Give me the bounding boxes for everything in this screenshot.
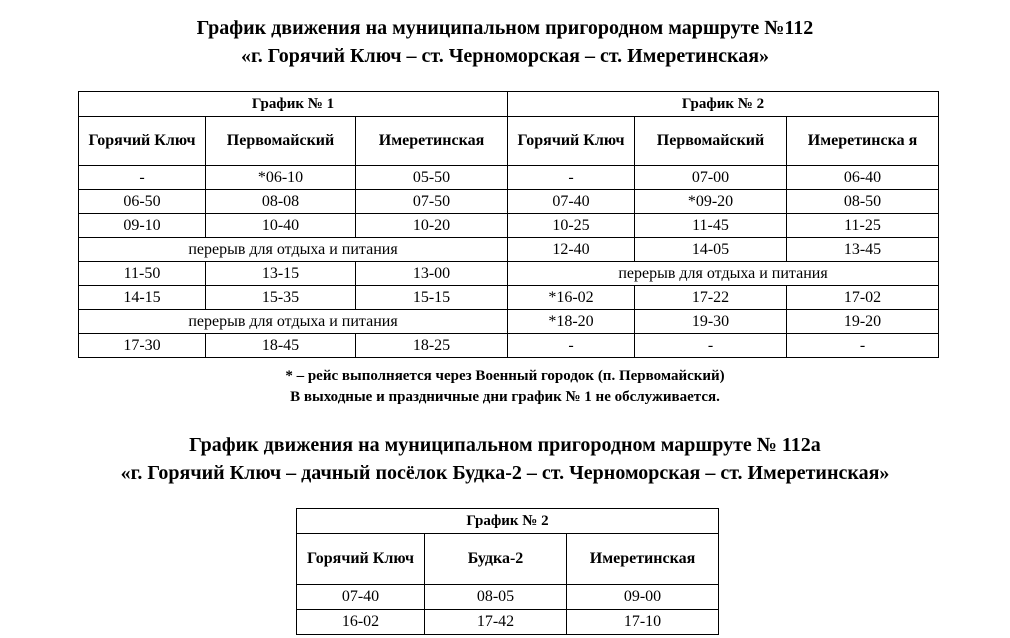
- column-header: Горячий Ключ: [297, 534, 425, 585]
- table-cell: 07-40: [508, 190, 635, 214]
- table-cell: 14-15: [79, 286, 206, 310]
- table-cell: *18-20: [508, 310, 635, 334]
- table-cell: 17-30: [79, 334, 206, 358]
- table-row: [79, 262, 939, 286]
- table-cell: -: [508, 334, 635, 358]
- table-cell: 08-05: [425, 585, 567, 610]
- break-cell: перерыв для отдыха и питания: [79, 310, 508, 334]
- table-cell: -: [787, 334, 939, 358]
- table-cell: 13-15: [206, 262, 356, 286]
- table-cell: 11-25: [787, 214, 939, 238]
- table-cell: 13-45: [787, 238, 939, 262]
- table-cell: 15-15: [356, 286, 508, 310]
- table-cell: 10-25: [508, 214, 635, 238]
- table-cell: 10-20: [356, 214, 508, 238]
- table-cell: 16-02: [297, 610, 425, 635]
- table-cell: 08-08: [206, 190, 356, 214]
- table-cell: *09-20: [635, 190, 787, 214]
- table-column-header-row: [79, 117, 939, 166]
- table-cell: 17-02: [787, 286, 939, 310]
- table-row: [297, 585, 719, 610]
- table-cell: -: [508, 166, 635, 190]
- table-cell: 06-50: [79, 190, 206, 214]
- column-header: Первомайский: [206, 117, 356, 166]
- column-header: Имеретинская: [356, 117, 508, 166]
- table-cell: 14-05: [635, 238, 787, 262]
- table-cell: 05-50: [356, 166, 508, 190]
- table-row: [79, 310, 939, 334]
- route-112a-subtitle: «г. Горячий Ключ – дачный посёлок Будка-2 – ст. Черноморская – ст. Имеретинская»: [120, 462, 890, 484]
- route-112-title: График движения на муниципальном пригородном маршруте №112: [196, 17, 814, 39]
- table-row: [79, 166, 939, 190]
- table-cell: 17-22: [635, 286, 787, 310]
- table-cell: 09-00: [567, 585, 719, 610]
- table-cell: 09-10: [79, 214, 206, 238]
- column-header: Имеретинска я: [787, 117, 939, 166]
- schedule-1-header: График № 1: [79, 92, 508, 117]
- column-header: Горячий Ключ: [508, 117, 635, 166]
- table-group-header-row: [297, 509, 719, 534]
- column-header: Первомайский: [635, 117, 787, 166]
- table-cell: 11-45: [635, 214, 787, 238]
- table-cell: 07-50: [356, 190, 508, 214]
- table-cell: 07-00: [635, 166, 787, 190]
- table-cell: 15-35: [206, 286, 356, 310]
- table-column-header-row: [297, 534, 719, 585]
- route-112a-schedule-table: [296, 508, 719, 635]
- table-cell: -: [635, 334, 787, 358]
- table-row: [79, 190, 939, 214]
- table-cell: 17-42: [425, 610, 567, 635]
- table-row: [79, 238, 939, 262]
- schedule-2-header: График № 2: [297, 509, 719, 534]
- schedule-2-header: График № 2: [508, 92, 939, 117]
- table-cell: -: [79, 166, 206, 190]
- table-cell: *06-10: [206, 166, 356, 190]
- column-header: Имеретинская: [567, 534, 719, 585]
- table-cell: 19-30: [635, 310, 787, 334]
- table-row: [79, 286, 939, 310]
- table-cell: 07-40: [297, 585, 425, 610]
- break-cell: перерыв для отдыха и питания: [79, 238, 508, 262]
- table-cell: 10-40: [206, 214, 356, 238]
- table-cell: 12-40: [508, 238, 635, 262]
- route-112a-title: График движения на муниципальном пригородном маршруте № 112а: [189, 434, 821, 456]
- route-112-subtitle: «г. Горячий Ключ – ст. Черноморская – ст. Имеретинская»: [240, 45, 770, 67]
- table-cell: 08-50: [787, 190, 939, 214]
- column-header: Будка-2: [425, 534, 567, 585]
- column-header: Горячий Ключ: [79, 117, 206, 166]
- table-group-header-row: [79, 92, 939, 117]
- table-row: [79, 334, 939, 358]
- table-cell: 18-45: [206, 334, 356, 358]
- table-row: [297, 610, 719, 635]
- footnote-weekend-notice: В выходные и праздничные дни график № 1 не обслуживается.: [290, 389, 720, 405]
- table-row: [79, 214, 939, 238]
- table-cell: *16-02: [508, 286, 635, 310]
- break-cell: перерыв для отдыха и питания: [508, 262, 939, 286]
- table-cell: 13-00: [356, 262, 508, 286]
- table-cell: 18-25: [356, 334, 508, 358]
- table-cell: 11-50: [79, 262, 206, 286]
- table-cell: 17-10: [567, 610, 719, 635]
- table-cell: 06-40: [787, 166, 939, 190]
- route-112-schedule-table: [78, 91, 939, 358]
- table-cell: 19-20: [787, 310, 939, 334]
- footnote-via-military-town: * – рейс выполняется через Военный городок (п. Первомайский): [285, 368, 725, 384]
